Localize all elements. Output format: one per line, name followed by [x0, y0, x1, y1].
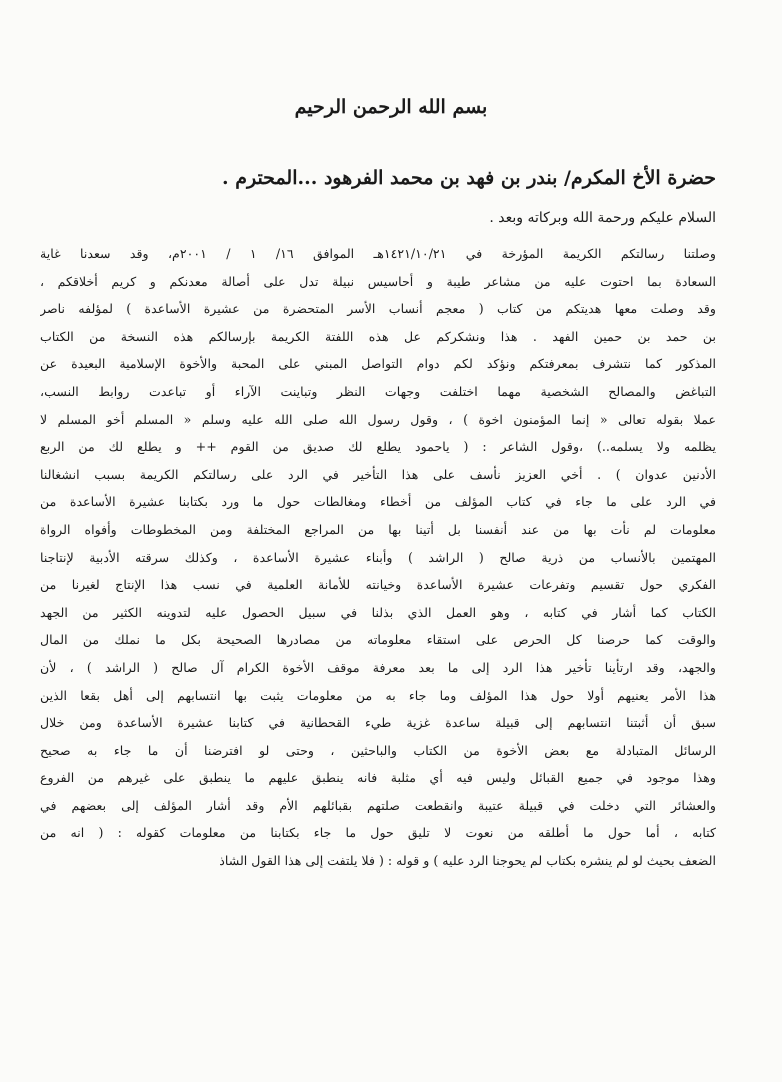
body-line: سبق أن أثبتنا انتسابهم إلى قبيلة ساعدة غزية طيء القحطانية في كتابنا عشيرة الأساعدة ومن خلال	[40, 715, 716, 731]
body-line: السعادة بما احتوت عليه من مشاعر طيبة و أحاسيس نبيلة تدل على أصالة معدنكم و كريم أخلاقكم ،	[40, 273, 716, 289]
body-line: والعشائر التي دخلت في قبيلة عتيبة وانقطعت صلتهم بقبائلهم الأم وقد أشار المؤلف إلى بعضهم في	[40, 797, 716, 813]
body-line: الكتاب كما أشار في كتابه ، وهو العمل الذي بذلنا في سبيل الحصول عليه لتدوينه الكثير من الجهد	[40, 604, 716, 620]
body-line: وهذا موجود في جميع القبائل وليس فيه أي مثلبة فانه ينطبق عليهم ما ينطبق على غيرهم من الفروع	[40, 770, 716, 786]
body-line: وقد وصلت معها هديتكم من كتاب ( معجم أنساب الأسر المتحضرة من عشيرة الأساعدة ) لمؤلفه ناصر	[40, 301, 716, 317]
body-line: يظلمه ولا يسلمه..) ،وقول الشاعر : ( ياحمود يطلع لك صديق من القوم ++ و يطلع لك من الربع	[40, 439, 716, 455]
addressee-line: حضرة الأخ المكرم/ بندر بن فهد بن محمد الفرهود ...المحترم .	[221, 167, 716, 189]
body-line: كتابه ، أما حول ما أطلقه من نعوت لا تليق حول ما جاء بكتابنا من معلومات كقوله : ( انه من	[40, 825, 716, 841]
body-line: الضعف بحيث لو لم ينشره بكتاب لم يحوجنا الرد عليه ) و قوله : ( فلا يلتفت إلى هذا القول الشاذ	[219, 853, 716, 869]
body-line: التباغض والمصالح الشخصية مهما اختلفت وجهات النظر وتباينت الآراء أو تباعدت روابط النسب،	[40, 383, 716, 399]
body-line: وصلتنا رسالتكم الكريمة المؤرخة في ١٤٢١/١٠/٢١هـ الموافق ١٦/ ١ / ٢٠٠١م، وقد سعدنا غاية	[40, 246, 716, 261]
body-line: الفكري حول تقسيم وتفرعات عشيرة الأساعدة وخيانته للأمانة العلمية في نسب هذا الإنتاج لغيرنا من	[40, 577, 716, 593]
body-line: الرسائل المتبادلة مع بعض الأخوة من الكتاب والباحثين ، وحتى لو افترضنا أن ما جاء به صحيح	[40, 742, 716, 758]
body-line: والوقت كما حرصنا كل الحرص على استقاء معلوماته من مصادرها الصحيحة بكل ما نملك من المال	[40, 632, 716, 648]
body-line: المهتمين بالأنساب من ذرية صالح ( الراشد ) وأبناء عشيرة الأساعدة ، وكذلك سرقته الأدبية لإنتاجنا	[40, 549, 716, 565]
body-line: هذا الأمر يعنيهم أولا حول هذا المؤلف وما جاء به من معلومات يثبت بها انتسابهم إلى أهل بقعا الذين	[40, 687, 716, 703]
body-line: الأدنين عدوان ) . أخي العزيز نأسف على هذا التأخير في الرد على رسالتكم الكريمة بسبب انشغالنا	[40, 466, 716, 482]
body-line: المذكور كما نتشرف بمعرفتكم ونؤكد لكم دوام التواصل المبني على المحبة والأخوة الإسلامية البعيدة عن	[40, 356, 716, 372]
greeting-line: السلام عليكم ورحمة الله وبركاته وبعد .	[489, 210, 716, 226]
body-line: معلومات لم نأت بها من عند أنفسنا بل أتينا بها من المراجع المختلفة ومن المخطوطات وأفواه الرواة	[40, 521, 716, 537]
letter-body	[40, 240, 716, 875]
body-line: عملا بقوله تعالى « إنما المؤمنون اخوة ) ، وقول رسول الله صلى الله عليه وسلم « المسلم أخو المسلم لا	[40, 411, 716, 427]
basmala-heading: بسم الله الرحمن الرحيم	[294, 96, 488, 118]
body-line: والجهد، وقد ارتأينا تأخير هذا الرد إلى ما بعد معرفة موقف الأخوة الكرام آل صالح ( الراشد ) ، لأن	[40, 659, 716, 675]
body-line: في الرد على ما جاء في كتاب المؤلف من أخطاء ومغالطات حول ما ورد بكتابنا عشيرة الأساعدة من	[40, 494, 716, 510]
body-line: بن حمد بن حمين الفهد . هذا ونشكركم عل هذه اللفتة الكريمة بإرسالكم هذه النسخة من الكتاب	[40, 328, 716, 344]
